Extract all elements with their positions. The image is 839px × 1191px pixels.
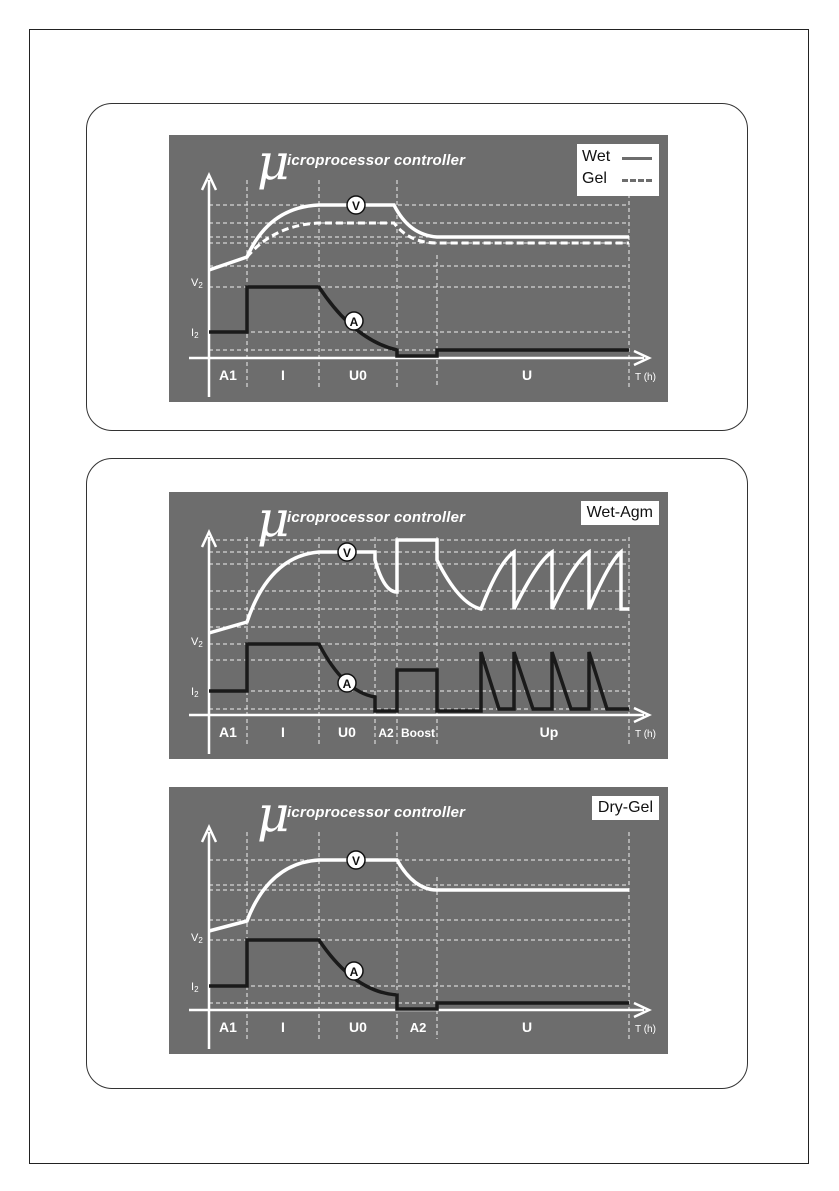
chart-title: icroprocessor controller: [287, 509, 466, 526]
legend-item-wet: [582, 146, 659, 168]
chart-dry-gel-svg: [169, 787, 668, 1054]
current-marker: [345, 962, 363, 980]
chart-dry-gel: [169, 787, 668, 1054]
svg-text:A: A: [349, 965, 359, 979]
axis-label-time: T (h): [635, 372, 656, 383]
svg-text:A: A: [342, 677, 352, 691]
phase-label: A1: [219, 367, 237, 383]
chart-title: icroprocessor controller: [287, 152, 466, 169]
legend: [577, 144, 659, 196]
svg-text:A: A: [349, 315, 359, 329]
voltage-marker: [347, 851, 365, 869]
phase-label: U0: [349, 367, 367, 383]
chart-wet-gel: [169, 135, 668, 402]
phase-label: Up: [539, 724, 559, 740]
axis-label-i2: I2: [191, 327, 199, 340]
svg-text:V: V: [342, 546, 352, 560]
legend-solid-swatch: [622, 157, 652, 160]
phase-label: I: [281, 367, 285, 383]
phase-label: I: [281, 1019, 285, 1035]
title-mu-symbol: μ: [257, 490, 290, 548]
axis-label-i2: I2: [191, 981, 199, 994]
phase-label: A1: [219, 724, 237, 740]
phase-label: U0: [349, 1019, 367, 1035]
voltage-marker: [347, 196, 365, 214]
title-mu-symbol: μ: [257, 133, 290, 191]
legend-wet-agm: Wet-Agm: [581, 501, 659, 525]
legend-item-gel: [582, 168, 659, 190]
axis-label-time: T (h): [635, 729, 656, 740]
axis-label-i2: I2: [191, 686, 199, 699]
chart-wet-agm: [169, 492, 668, 759]
legend-dry-gel: Dry-Gel: [592, 796, 659, 820]
current-marker: [345, 312, 363, 330]
legend-label: Wet: [582, 148, 611, 165]
title-mu-symbol: μ: [257, 785, 290, 843]
svg-text:V: V: [351, 854, 361, 868]
svg-text:V: V: [351, 199, 361, 213]
voltage-marker: [338, 543, 356, 561]
phase-label: U: [521, 367, 533, 383]
legend-label: Gel: [582, 170, 607, 187]
phase-label: I: [281, 724, 285, 740]
phase-label: Boost: [401, 726, 435, 740]
phase-label: U: [521, 1019, 533, 1035]
chart-title: icroprocessor controller: [287, 804, 466, 821]
current-marker: [338, 674, 356, 692]
axis-label-time: T (h): [635, 1024, 656, 1035]
axis-label-v2: V2: [191, 636, 203, 649]
phase-label: A2: [409, 1020, 427, 1035]
axis-label-v2: V2: [191, 277, 203, 290]
phase-label: A1: [219, 1019, 237, 1035]
legend-dashed-swatch: [622, 179, 652, 182]
chart-wet-agm-svg: [169, 492, 668, 759]
phase-label: U0: [338, 724, 356, 740]
axis-label-v2: V2: [191, 932, 203, 945]
phase-label: A2: [378, 726, 394, 740]
